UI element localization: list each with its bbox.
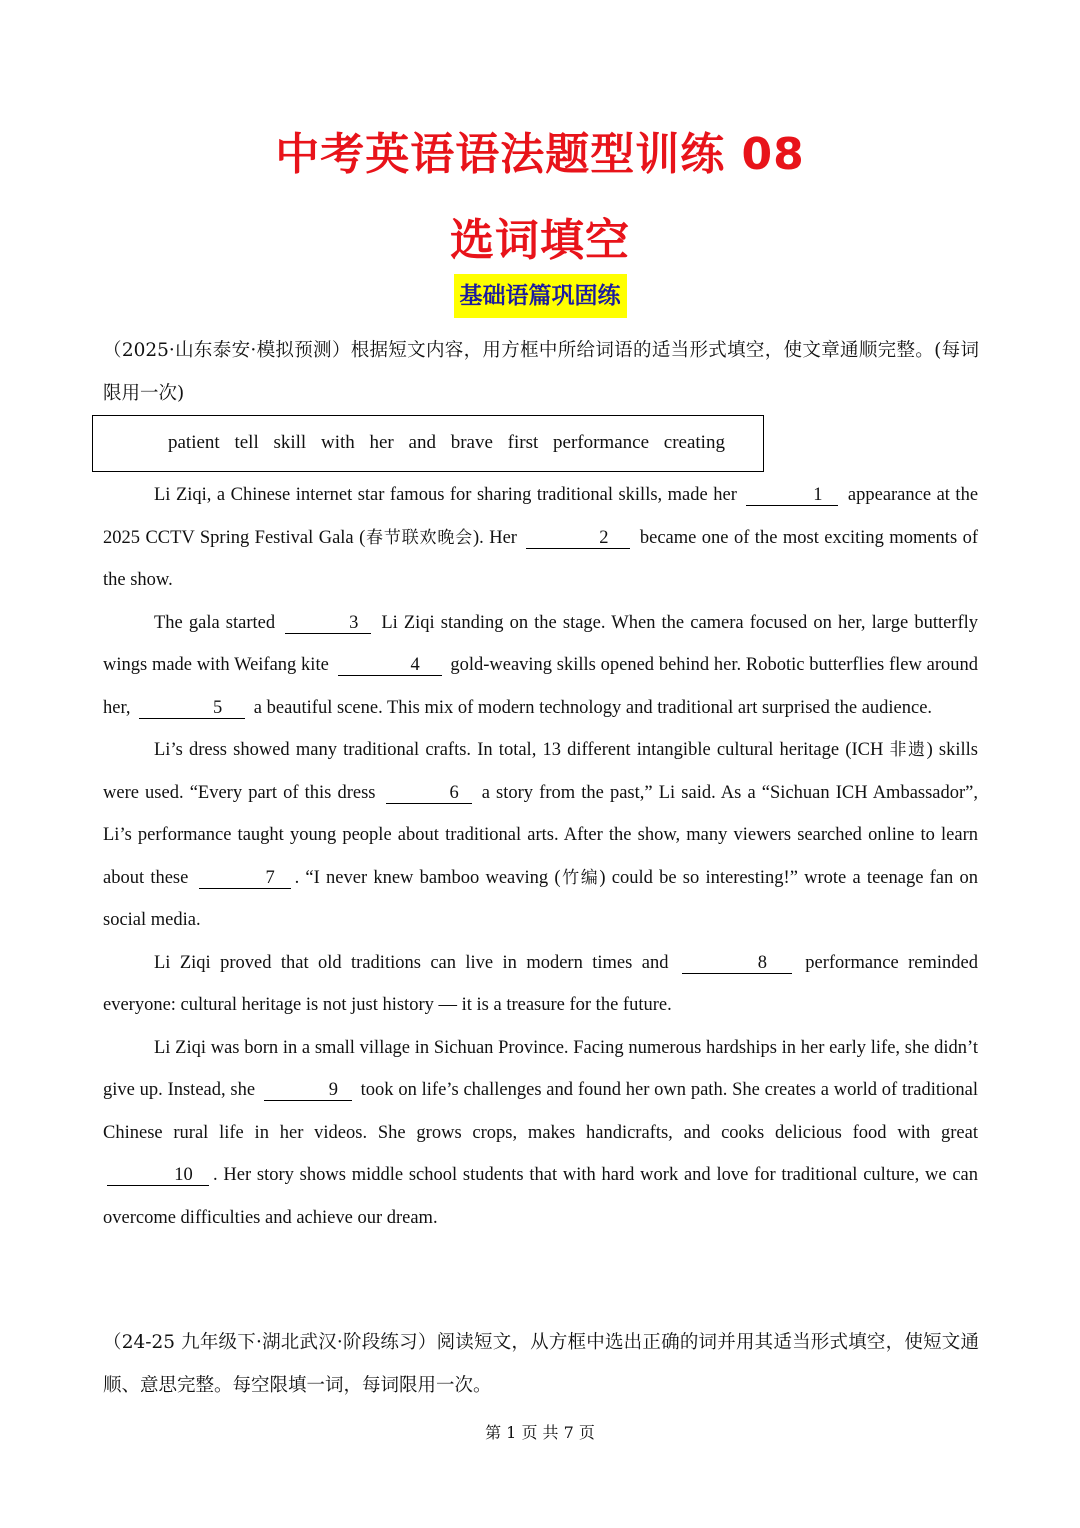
word-bank-item: patient <box>168 432 220 453</box>
paragraph-4: Li Ziqi proved that old traditions can live in modern times and 8 performance reminded everyone: cultural heritage is not just history — it is a treasure for the future. <box>103 952 978 1015</box>
passage <box>103 474 978 1239</box>
word-bank-item: creating <box>663 432 725 453</box>
section-heading-wrap <box>0 274 1080 318</box>
word-bank-item: her <box>369 432 394 453</box>
blank-9[interactable]: 9 <box>264 1080 352 1101</box>
paragraph-5: Li Ziqi was born in a small village in Sichuan Province. Facing numerous hardships in her early life, she didn’t give up. Instead, she 9 took on life’s challenges and found her own path. She creates a world of traditional Chinese rural life in her videos. She grows crops, makes handicrafts, and cooks delicious food with great 10 . Her story shows middle school students that with hard work and love for traditional culture, we can overcome difficulties and achieve our dream. <box>103 1037 978 1228</box>
word-bank-item: and <box>408 432 436 453</box>
blank-7[interactable]: 7 <box>199 868 291 889</box>
word-bank-item: performance <box>553 432 650 453</box>
blank-6[interactable]: 6 <box>386 783 472 804</box>
section-heading: 基础语篇巩固练 <box>454 274 627 318</box>
document-subtitle: 选词填空 <box>450 215 630 266</box>
question-intro-2: （24-25 九年级下·湖北武汉·阶段练习）阅读短文，从方框中选出正确的词并用其适当形式填空，使短文通顺、意思完整。每空限填一词，每词限用一次。 <box>103 1332 979 1396</box>
word-bank-item: skill <box>273 432 307 453</box>
document-title: 中考英语语法题型训练 08 <box>275 129 805 180</box>
blank-2[interactable]: 2 <box>526 528 630 549</box>
question-intro-1: （2025·山东泰安·模拟预测）根据短文内容，用方框中所给词语的适当形式填空，使文章通顺完整。(每词限用一次) <box>103 340 979 404</box>
blank-10[interactable]: 10 <box>107 1165 209 1186</box>
page-footer: 第 1 页 共 7 页 <box>485 1423 595 1442</box>
word-bank-item: brave <box>450 432 493 453</box>
word-bank-item: with <box>320 432 355 453</box>
word-bank-box <box>92 415 764 472</box>
word-bank <box>168 432 735 454</box>
word-bank-item: tell <box>234 432 259 453</box>
blank-1[interactable]: 1 <box>746 485 838 506</box>
blank-3[interactable]: 3 <box>285 613 371 634</box>
word-bank-item: first <box>507 432 539 453</box>
paragraph-2: The gala started 3 Li Ziqi standing on the stage. When the camera focused on her, large butterfly wings made with Weifang kite 4 gold-weaving skills opened behind her. Robotic butterflies flew around her, 5 a beautiful scene. This mix of modern technology and traditional art surprised the audience. <box>103 612 979 718</box>
paragraph-3: Li’s dress showed many traditional crafts. In total, 13 different intangible cultural heritage (ICH 非遗) skills were used. “Every part of this dress 6 a story from the past,” Li said. As a “Sichuan ICH Ambassador”, Li’s performance taught young people about traditional arts. After the show, many viewers searched online to learn about these 7 . “I never knew bamboo weaving (竹编) could be so interesting!” wrote a teenage fan on social media. <box>103 740 979 930</box>
blank-8[interactable]: 8 <box>682 953 792 974</box>
blank-4[interactable]: 4 <box>338 655 442 676</box>
blank-5[interactable]: 5 <box>139 698 245 719</box>
paragraph-1: Li Ziqi, a Chinese internet star famous for sharing traditional skills, made her 1 appearance at the 2025 CCTV Spring Festival Gala (春节联欢晚会). Her 2 became one of the most exciting moments of the show. <box>103 485 979 590</box>
